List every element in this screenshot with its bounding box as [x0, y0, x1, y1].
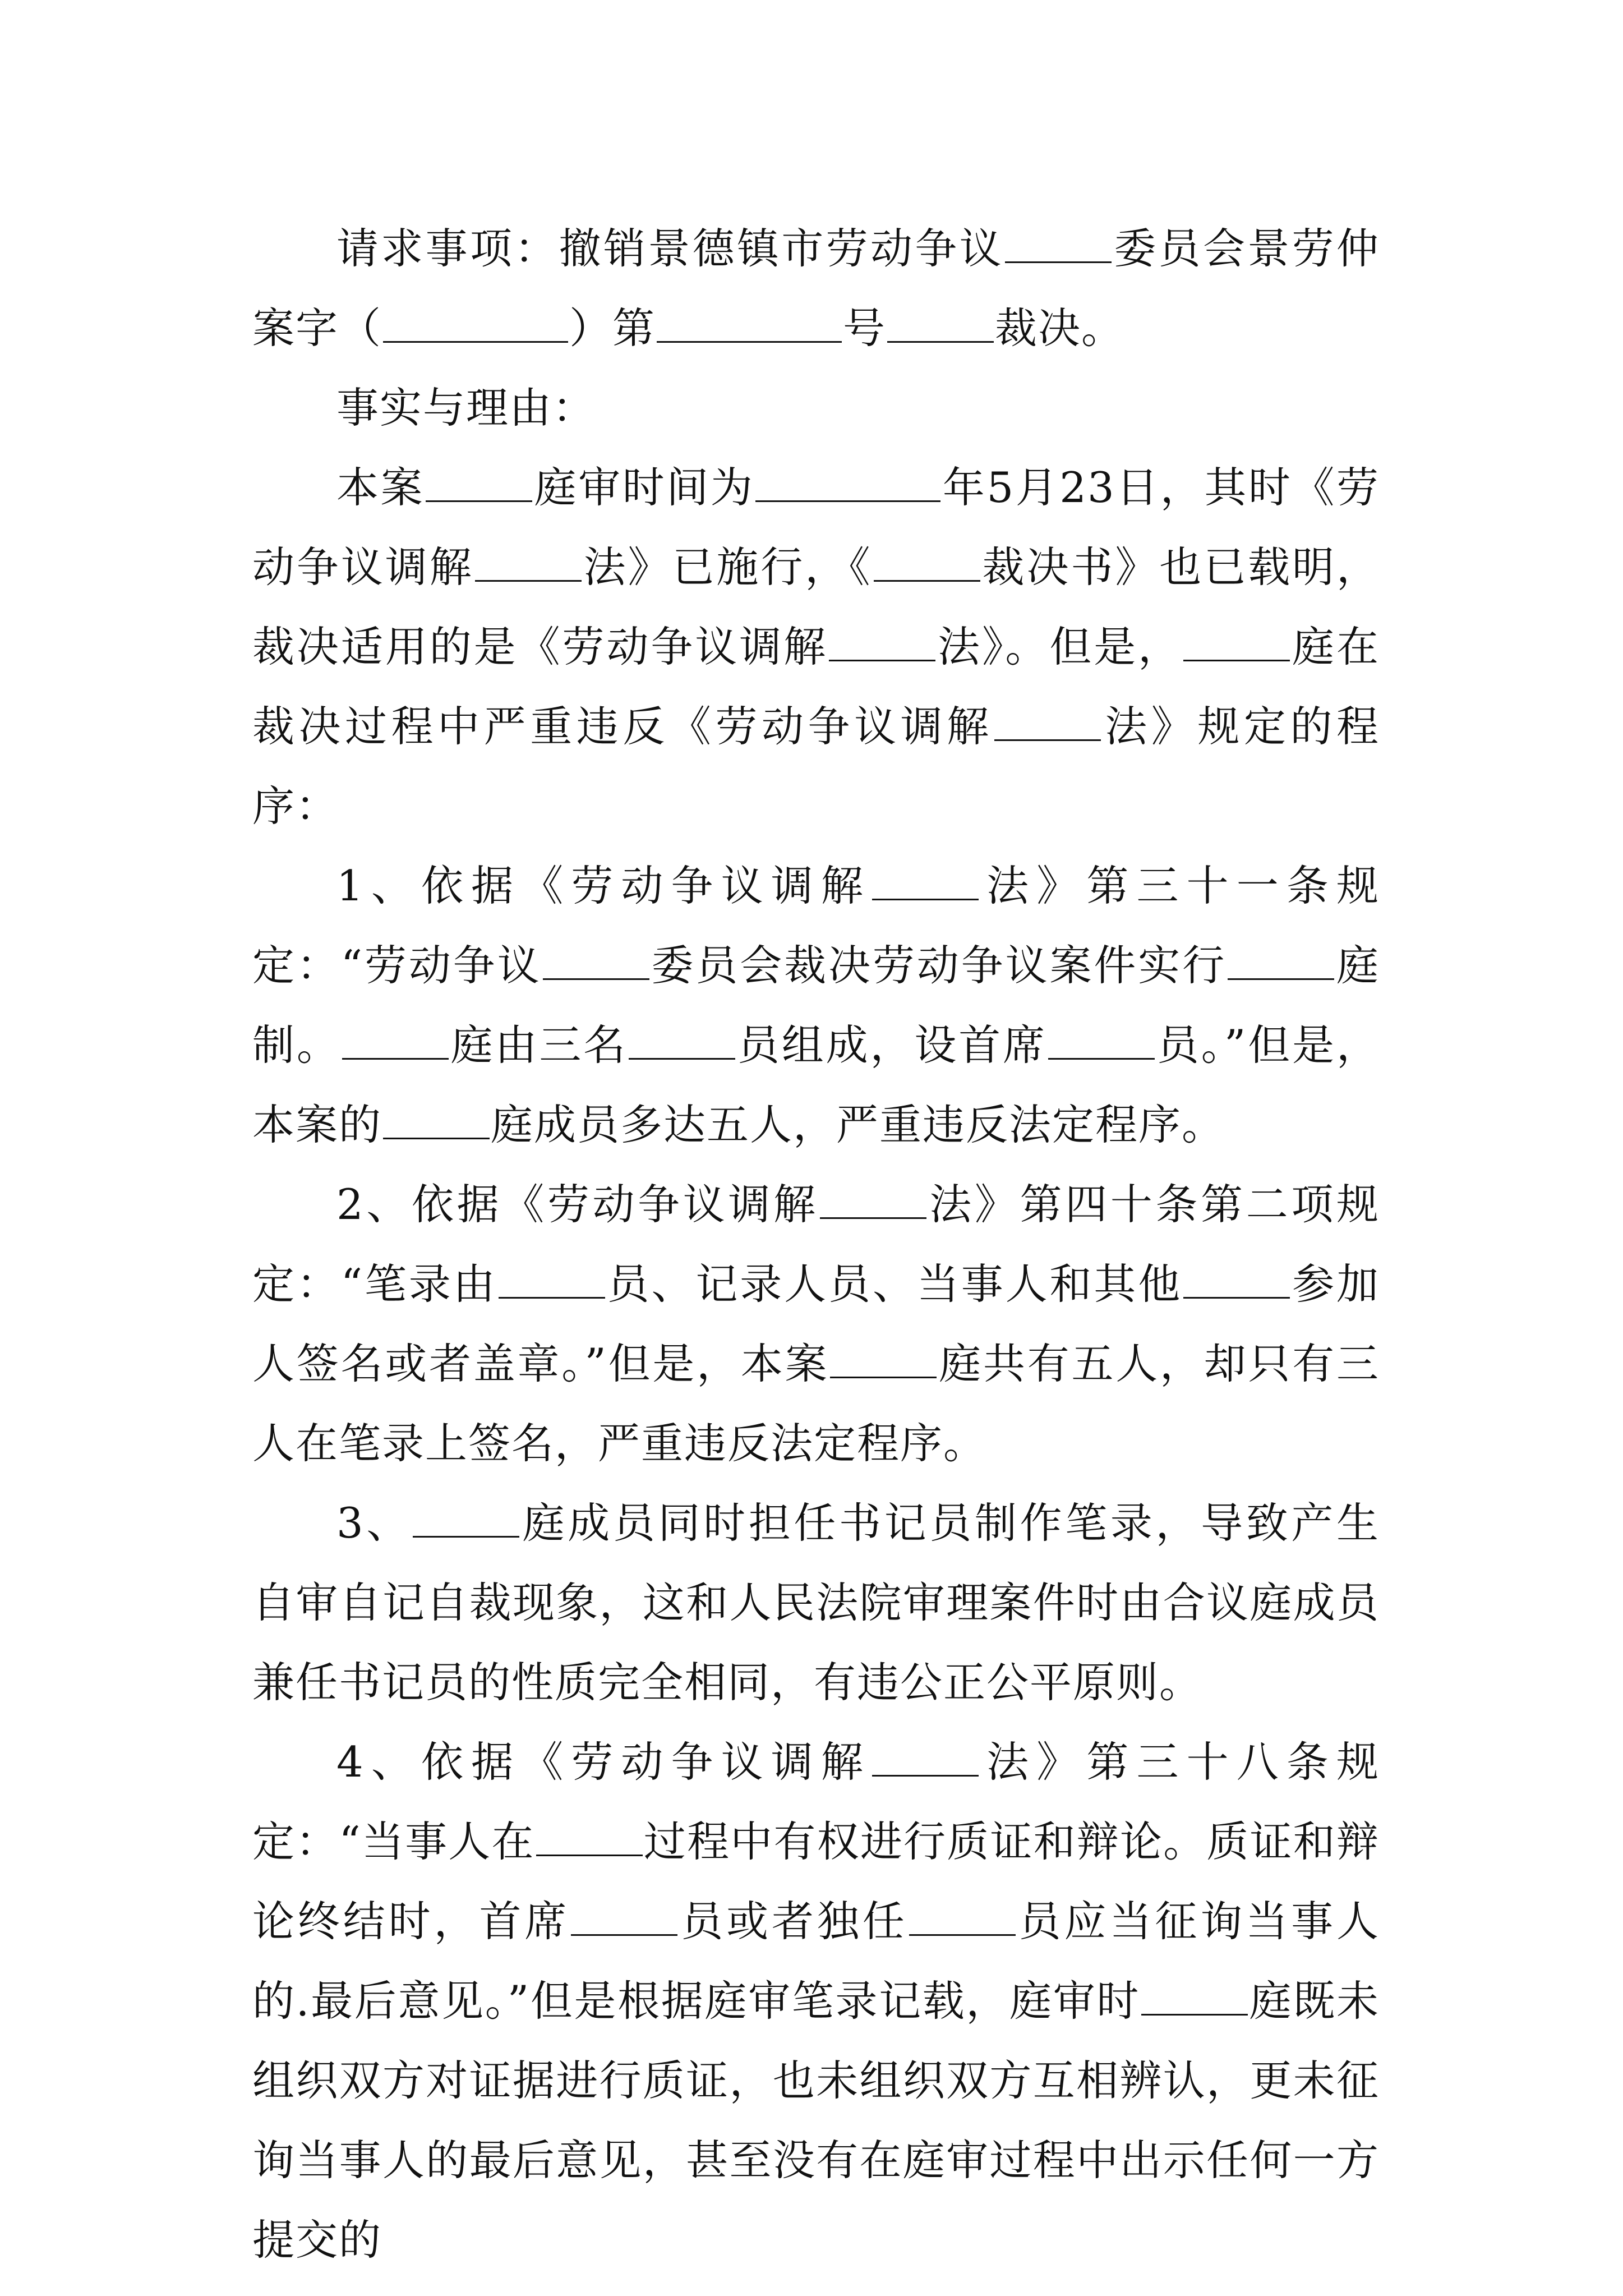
blank-underline [755, 467, 940, 502]
blank-underline [1048, 1024, 1155, 1060]
blank-underline [1005, 228, 1112, 263]
text-segment: 裁决书》也已载明，裁决适用的是《劳动争议调解 [252, 542, 1380, 671]
blank-underline [820, 1184, 926, 1219]
text-segment: 庭成员多达五人，严重违反法定程序。 [491, 1100, 1225, 1149]
text-segment: 过程中有权进行质证和辩论。质证和辩论终结时，首席 [252, 1817, 1380, 1946]
text-segment: 年5月23日，其时《劳动争议调解 [252, 463, 1380, 592]
blank-underline [499, 1263, 605, 1299]
blank-underline [872, 1741, 979, 1777]
blank-underline [536, 1821, 643, 1856]
blank-underline [383, 1104, 490, 1139]
blank-underline [830, 1343, 937, 1378]
text-segment: 庭制。 [252, 941, 1380, 1070]
text-segment: 法》第三十一条规定：“劳动争议 [252, 861, 1380, 990]
text-segment: 员或者独任 [679, 1897, 908, 1946]
paragraph-point-3 [252, 1483, 1380, 1722]
blank-underline [475, 546, 582, 582]
text-segment: 委员会裁决劳动争议案件实行 [650, 941, 1227, 990]
paragraph-request [252, 209, 1380, 368]
text-segment: 本案 [336, 463, 425, 512]
text-segment: 事实与理由： [336, 383, 596, 432]
text-segment: 庭由三名 [449, 1020, 628, 1070]
text-segment: 法》第四十条第二项规定：“笔录由 [252, 1180, 1380, 1309]
blank-underline [829, 626, 935, 661]
blank-underline [426, 467, 532, 502]
blank-underline [994, 706, 1101, 741]
text-segment: 4、依据《劳动争议调解 [336, 1737, 872, 1787]
text-segment: 庭成员同时担任书记员制作笔录，导致产生自审自记自裁现象，这和人民法院审理案件时由合议庭成员兼任书记员的性质完全相同，有违公正公平原则。 [252, 1498, 1380, 1707]
text-segment: 法》第三十八条规定：“当事人在 [252, 1737, 1380, 1866]
blank-underline [1228, 945, 1334, 980]
text-segment: 参加人签名或者盖章。”但是，本案 [252, 1259, 1380, 1388]
blank-underline [571, 1901, 677, 1936]
blank-underline [872, 865, 979, 900]
blank-underline [887, 307, 994, 343]
document-body [252, 209, 1380, 2280]
blank-underline [629, 1024, 735, 1060]
blank-underline [1183, 1263, 1290, 1299]
text-segment: 法》已施行，《 [582, 542, 873, 592]
blank-underline [342, 1024, 449, 1060]
text-segment: 裁决。 [995, 303, 1125, 353]
text-segment: 法》。但是， [937, 622, 1183, 671]
text-segment: 庭审时间为 [533, 463, 755, 512]
paragraph-point-2 [252, 1165, 1380, 1483]
text-segment: 法》规定的程序： [252, 702, 1380, 831]
paragraph-intro [252, 448, 1380, 846]
blank-underline [657, 307, 842, 343]
text-segment: 庭在裁决过程中严重违反《劳动争议调解 [252, 622, 1380, 751]
blank-underline [543, 945, 649, 980]
text-segment: 员、记录人员、当事人和其他 [606, 1259, 1183, 1309]
paragraph-point-4 [252, 1722, 1380, 2280]
text-segment: 员。”但是，本案的 [252, 1020, 1380, 1149]
blank-underline [1141, 1980, 1248, 2016]
blank-underline [909, 1901, 1016, 1936]
text-segment: 员应当征询当事人的.最后意见。”但是根据庭审笔录记载，庭审时 [252, 1897, 1380, 2026]
text-segment: 员组成，设首席 [736, 1020, 1047, 1070]
paragraph-point-1 [252, 846, 1380, 1165]
blank-underline [413, 1502, 519, 1538]
text-segment: 2、依据《劳动争议调解 [336, 1180, 819, 1229]
text-segment: 1、依据《劳动争议调解 [336, 861, 872, 910]
text-segment: 庭既未组织双方对证据进行质证，也未组织双方互相辨认，更未征询当事人的最后意见，甚至没有在庭审过程中出示任何一方提交的 [252, 1976, 1380, 2265]
blank-underline [874, 546, 980, 582]
text-segment: 庭共有五人，却只有三人在笔录上签名，严重违反法定程序。 [252, 1339, 1380, 1468]
blank-underline [1183, 626, 1290, 661]
text-segment: 委员会景劳仲案字（ [252, 224, 1380, 353]
text-segment: 请求事项：撤销景德镇市劳动争议 [336, 224, 1004, 273]
text-segment: ）第 [569, 303, 656, 353]
paragraph-facts-heading [252, 368, 1380, 448]
text-segment: 号 [843, 303, 887, 353]
blank-underline [383, 307, 568, 343]
text-segment: 3、 [336, 1498, 412, 1548]
